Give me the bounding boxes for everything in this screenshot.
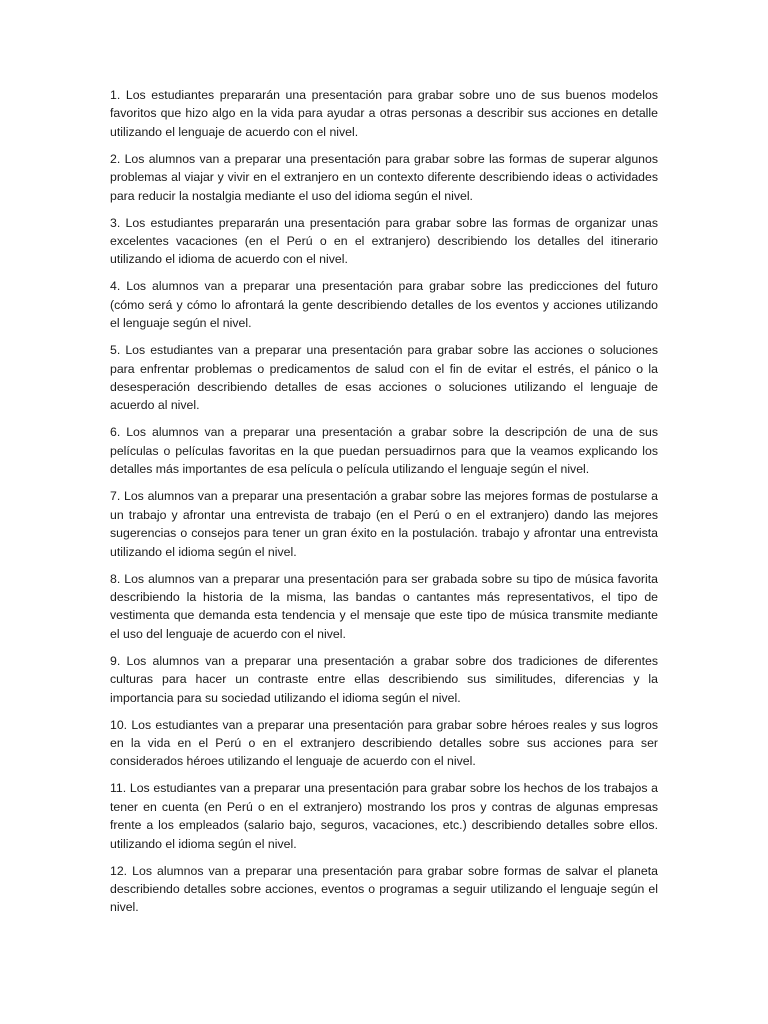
list-item-7: 7. Los alumnos van a preparar una presentación a grabar sobre las mejores formas de postularse a un trabajo y afrontar una entrevista de trabajo (en el Perú o en el extranjero) dando las mejores sugerencias o consejos para tener un gran éxito en la postulación. trabajo y afrontar una entrevista utilizando el idioma según el nivel. bbox=[110, 489, 658, 559]
list-item-2: 2. Los alumnos van a preparar una presentación para grabar sobre las formas de superar algunos problemas al viajar y vivir en el extranjero en un contexto diferente describiendo ideas o actividades para reducir la nostalgia mediante el uso del idioma según el nivel. bbox=[110, 151, 658, 203]
list-item-3: 3. Los estudiantes prepararán una presentación para grabar sobre las formas de organizar unas excelentes vacaciones (en el Perú o en el extranjero) describiendo los detalles del itinerario utilizando el idioma de acuerdo con el nivel. bbox=[110, 215, 658, 267]
list-item-1: 1. Los estudiantes prepararán una presentación para grabar sobre uno de sus buenos modelos favoritos que hizo algo en la vida para ayudar a otras personas a describir sus acciones en detalle utilizando el lenguaje de acuerdo con el nivel. bbox=[110, 88, 658, 139]
list-item-5: 5. Los estudiantes van a preparar una presentación para grabar sobre las acciones o soluciones para enfrentar problemas o predicamentos de salud con el fin de evitar el estrés, el pánico o la desesperación describiendo detalles de esas acciones o soluciones utilizando el lenguaje de acuerdo al nivel. bbox=[110, 343, 658, 413]
numbered-list bbox=[110, 86, 658, 925]
list-item-6: 6. Los alumnos van a preparar una presentación a grabar sobre la descripción de una de sus películas o películas favoritas en la que puedan persuadirnos para que la veamos explicando los detalles más importantes de esa película o película utilizando el lenguaje según el nivel. bbox=[110, 425, 658, 477]
list-item-8: 8. Los alumnos van a preparar una presentación para ser grabada sobre su tipo de música favorita describiendo la historia de la misma, las bandas o cantantes más representativos, el tipo de vestimenta que demanda esta tendencia y el mensaje que este tipo de música transmite mediante el uso del lenguaje de acuerdo con el nivel. bbox=[110, 571, 658, 641]
list-item-10: 10. Los estudiantes van a preparar una presentación para grabar sobre héroes reales y sus logros en la vida en el Perú o en el extranjero describiendo detalles sobre sus acciones para ser considerados héroes utilizando el lenguaje de acuerdo con el nivel. bbox=[110, 717, 658, 769]
list-item-9: 9. Los alumnos van a preparar una presentación a grabar sobre dos tradiciones de diferentes culturas para hacer un contraste entre ellas describiendo sus similitudes, diferencias y la importancia para su sociedad utilizando el idioma según el nivel. bbox=[110, 653, 658, 705]
list-item-12: 12. Los alumnos van a preparar una presentación para grabar sobre formas de salvar el planeta describiendo detalles sobre acciones, eventos o programas a seguir utilizando el lenguaje según el nivel. bbox=[110, 863, 658, 915]
list-item-11: 11. Los estudiantes van a preparar una presentación para grabar sobre los hechos de los trabajos a tener en cuenta (en Perú o en el extranjero) mostrando los pros y contras de algunas empresas frente a los empleados (salario bajo, seguros, vacaciones, etc.) describiendo detalles sobre ellos. utilizando el idioma según el nivel. bbox=[110, 781, 658, 851]
list-item-4: 4. Los alumnos van a preparar una presentación para grabar sobre las predicciones del futuro (cómo será y cómo lo afrontará la gente describiendo detalles de los eventos y acciones utilizando el lenguaje según el nivel. bbox=[110, 279, 658, 331]
